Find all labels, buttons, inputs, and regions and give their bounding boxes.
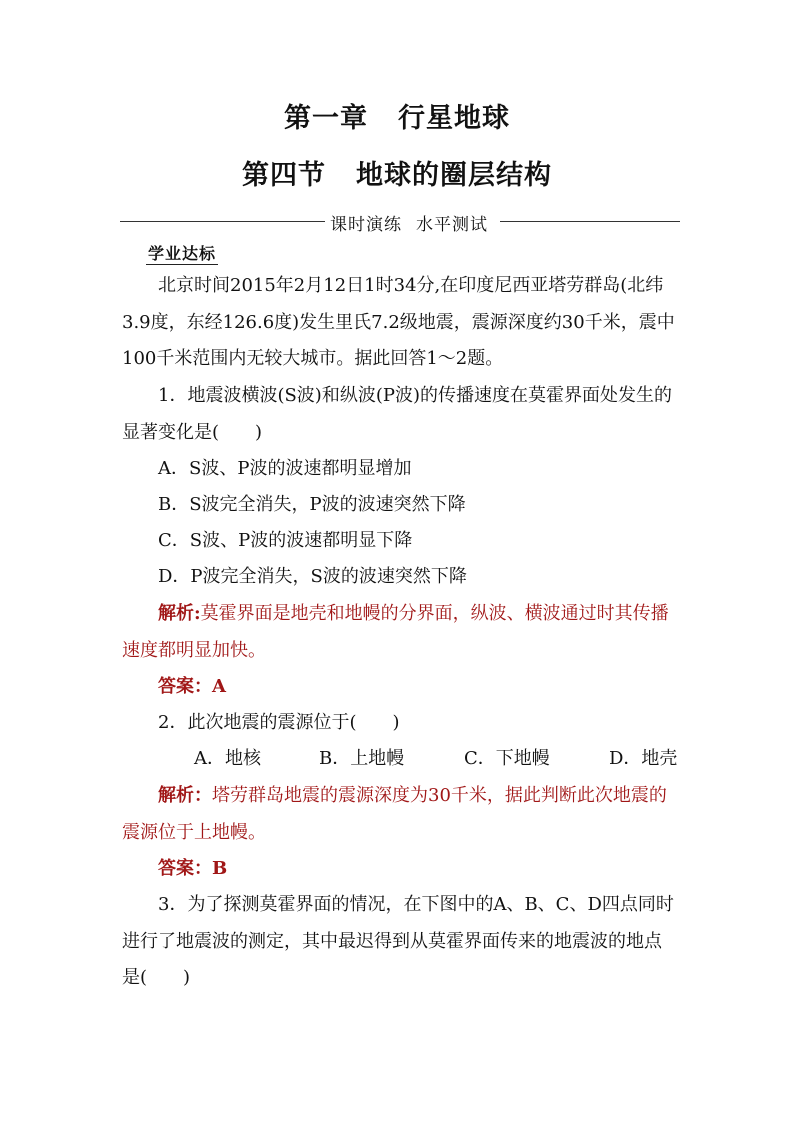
section-name: 地球的圈层结构 xyxy=(356,160,552,191)
section-title xyxy=(0,153,794,192)
chapter-number: 第一章 xyxy=(284,103,368,134)
divider-line-right xyxy=(500,221,680,222)
q2-option-c: C．下地幔 xyxy=(464,748,550,769)
q2-options xyxy=(122,741,678,778)
intro-paragraph: 北京时间2015年2月12日1时34分,在印度尼西亚塔劳群岛(北纬3.9度，东经126.6度)发生里氏7.2级地震，震源深度约30千米，震中100千米范围内无较大城市。据此回答1～2题。 xyxy=(122,275,675,369)
q1-stem: 1．地震波横波(S波)和纵波(P波)的传播速度在莫霍界面处发生的显著变化是( ) xyxy=(122,385,672,443)
chapter-name: 行星地球 xyxy=(398,103,510,134)
q3-stem: 3．为了探测莫霍界面的情况，在下图中的A、B、C、D四点同时进行了地震波的测定，其中最迟得到从莫霍界面传来的地震波的地点是( ) xyxy=(122,894,674,988)
section-badge: 学业达标 xyxy=(146,241,218,265)
q1-option-d: D．P波完全消失，S波的波速突然下降 xyxy=(158,566,467,587)
q1-answer xyxy=(122,669,678,706)
q1-option-a: A．S波、P波的波速都明显增加 xyxy=(158,458,412,479)
q1-analysis xyxy=(122,596,678,669)
banner-text-1: 课时演练 xyxy=(330,215,402,235)
q2-answer-label: 答案： xyxy=(158,858,212,879)
q2-analysis-label: 解析： xyxy=(158,785,212,806)
q2-answer-value: B xyxy=(212,858,228,879)
q2-analysis xyxy=(122,778,678,851)
q2-option-a: A．地核 xyxy=(194,748,261,769)
section-number: 第四节 xyxy=(242,160,326,191)
q1-answer-label: 答案： xyxy=(158,676,212,697)
q2-analysis-text: 塔劳群岛地震的震源深度为30千米，据此判断此次地震的震源位于上地幔。 xyxy=(122,785,667,843)
q2-stem: 2．此次地震的震源位于( ) xyxy=(158,712,400,733)
banner-text-2: 水平测试 xyxy=(416,215,488,235)
banner-text xyxy=(330,210,488,235)
q1-answer-value: A xyxy=(212,676,226,697)
q1-option-b: B．S波完全消失，P波的波速突然下降 xyxy=(158,494,466,515)
banner-divider xyxy=(120,210,680,234)
q1-analysis-text: 莫霍界面是地壳和地幔的分界面，纵波、横波通过时其传播速度都明显加快。 xyxy=(122,603,669,661)
chapter-title xyxy=(0,96,794,135)
q2-option-d: D．地壳 xyxy=(609,748,678,769)
q2-option-b: B．上地幔 xyxy=(319,748,405,769)
q1-option-c: C．S波、P波的波速都明显下降 xyxy=(158,530,413,551)
divider-line-left xyxy=(120,221,325,222)
q1-analysis-label: 解析: xyxy=(158,603,201,624)
q2-answer xyxy=(122,851,678,888)
